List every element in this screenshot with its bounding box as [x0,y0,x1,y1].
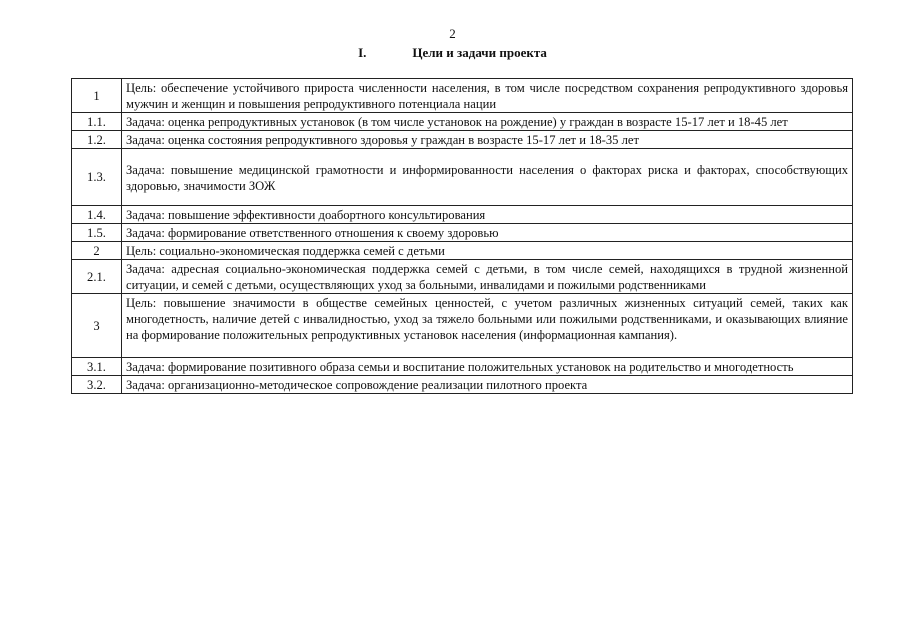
table-row [72,131,853,149]
table-row [72,206,853,224]
row-number: 1.3. [72,149,122,206]
row-number: 1.4. [72,206,122,224]
row-text: Задача: формирование ответственного отношения к своему здоровью [122,224,853,242]
row-number: 1.2. [72,131,122,149]
row-text: Цель: повышение значимости в обществе семейных ценностей, с учетом различных жизненных ситуаций семей, таких как многодетность, наличие детей с инвалидностью, уход за тяжело больными или пожилыми родственниками, и оказывающих влияние на формирование положительных репродуктивных установок населения (информационная кампания). [122,294,853,358]
table-row [72,242,853,260]
row-text: Задача: организационно-методическое сопровождение реализации пилотного проекта [122,376,853,394]
row-number: 1.1. [72,113,122,131]
row-text: Цель: социально-экономическая поддержка семей с детьми [122,242,853,260]
table-row [72,113,853,131]
row-number: 3.1. [72,358,122,376]
row-text: Цель: обеспечение устойчивого прироста численности населения, в том числе посредством сохранения репродуктивного здоровья мужчин и женщин и повышения репродуктивного потенциала нации [122,79,853,113]
row-text: Задача: повышение медицинской грамотности и информированности населения о факторах риска и факторах, способствующих здоровью, значимости ЗОЖ [122,149,853,206]
row-text: Задача: оценка состояния репродуктивного здоровья у граждан в возрасте 15-17 лет и 18-35 лет [122,131,853,149]
section-heading [0,45,905,61]
row-number: 1.5. [72,224,122,242]
table-row [72,149,853,206]
section-title: Цели и задачи проекта [412,45,547,60]
section-number: I. [358,45,367,60]
table-row [72,376,853,394]
table-row [72,79,853,113]
goals-tasks-table [71,78,853,394]
row-text: Задача: формирование позитивного образа семьи и воспитание положительных установок на родительство и многодетность [122,358,853,376]
row-text: Задача: адресная социально-экономическая поддержка семей с детьми, в том числе семей, находящихся в трудной жизненной ситуации, и семей с детьми, осуществляющих уход за больными, инвалидами и пожилыми родственниками [122,260,853,294]
table-row [72,260,853,294]
row-text: Задача: оценка репродуктивных установок (в том числе установок на рождение) у граждан в возрасте 15-17 лет и 18-45 лет [122,113,853,131]
row-text: Задача: повышение эффективности доабортного консультирования [122,206,853,224]
row-number: 2 [72,242,122,260]
page-number: 2 [449,26,456,41]
table-row [72,294,853,358]
row-number: 2.1. [72,260,122,294]
row-number: 3.2. [72,376,122,394]
table-row [72,224,853,242]
row-number: 3 [72,294,122,358]
row-number: 1 [72,79,122,113]
table-row [72,358,853,376]
